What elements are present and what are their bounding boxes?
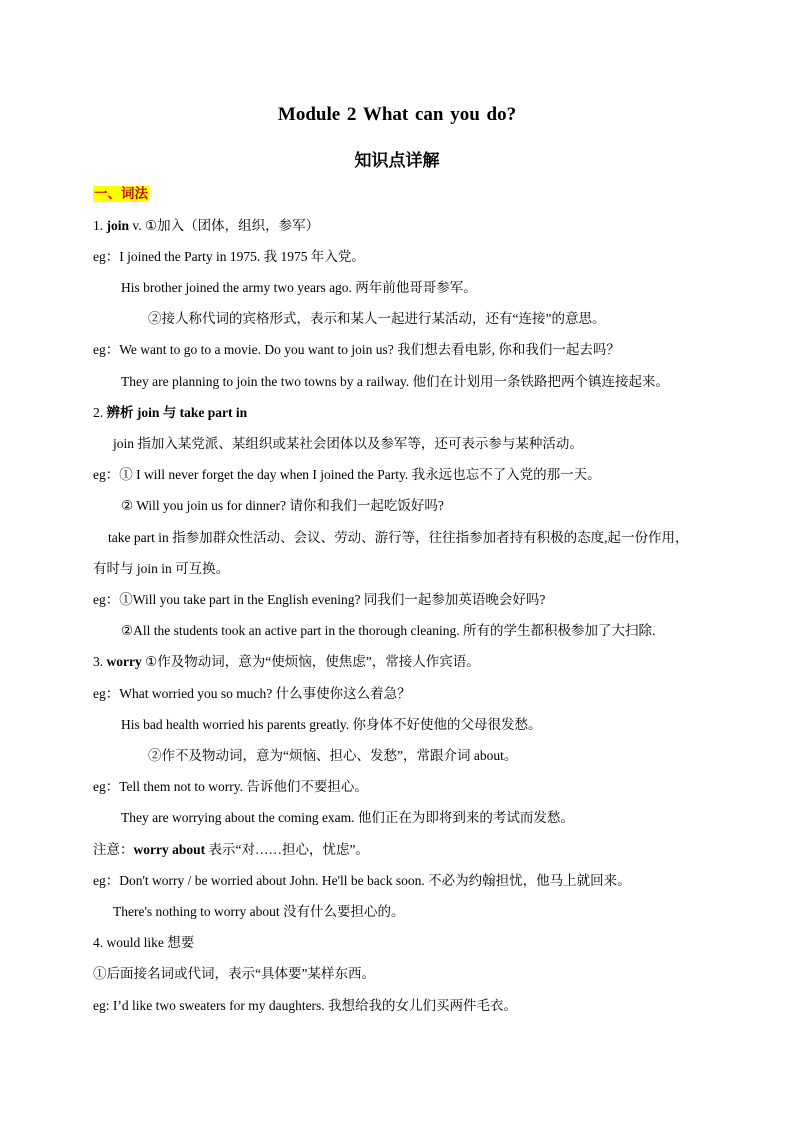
text-line: take part in 指参加群众性活动、会议、劳动、游行等，往往指参加者持有积极的态度,起一份作用， [108, 530, 689, 545]
text-line: 2. 辨析 join 与 take part in [93, 405, 248, 420]
text-line: eg：What worried you so much? 什么事使你这么着急？ [93, 686, 411, 701]
text-line: They are worrying about the coming exam. 他们正在为即将到来的考试而发愁。 [121, 810, 574, 825]
section-heading [93, 185, 149, 203]
text-line: ②作不及物动词，意为“烦恼、担心、发愁”，常跟介词 about。 [148, 748, 518, 763]
keyword: 辨析 join 与 take part in [106, 405, 248, 420]
keyword: worry [106, 654, 142, 669]
text-line: eg：We want to go to a movie. Do you want to join us? 我们想去看电影, 你和我们一起去吗？ [93, 342, 620, 357]
text-line: join 指加入某党派、某组织或某社会团体以及参军等，还可表示参与某种活动。 [113, 436, 583, 451]
page-subtitle: 知识点详解 [354, 151, 440, 171]
text-line: eg：①Will you take part in the English evening? 同我们一起参加英语晚会好吗? [93, 592, 546, 607]
text-line: eg：I joined the Party in 1975. 我 1975 年入党。 [93, 249, 365, 264]
text-line: ② Will you join us for dinner? 请你和我们一起吃饭好吗? [121, 498, 444, 513]
text-line: ①后面接名词或代词，表示“具体要”某样东西。 [93, 966, 375, 981]
keyword: worry about [133, 842, 206, 857]
text-line: eg: I’d like two sweaters for my daughters. 我想给我的女儿们买两件毛衣。 [93, 998, 518, 1013]
text-line: ②All the students took an active part in the thorough cleaning. 所有的学生都积极参加了大扫除. [121, 623, 656, 638]
text-line: 1. join v. ①加入（团体，组织，参军） [93, 218, 320, 233]
text-line: His brother joined the army two years ago. 两年前他哥哥参军。 [121, 280, 477, 295]
text-line: 3. worry ①作及物动词，意为“使烦恼，使焦虑”，常接人作宾语。 [93, 654, 480, 669]
text-line: There's nothing to worry about 没有什么要担心的。 [113, 904, 405, 919]
page-title: Module 2 What can you do? [277, 104, 517, 125]
text-line: eg：① I will never forget the day when I joined the Party. 我永远也忘不了入党的那一天。 [93, 467, 601, 482]
text-line: 注意：worry about 表示“对……担心，忧虑”。 [93, 842, 369, 857]
text-line: 有时与 join in 可互换。 [93, 561, 230, 576]
text-line: 4. would like 想要 [93, 935, 195, 950]
text-line: His bad health worried his parents greatly. 你身体不好使他的父母很发愁。 [121, 717, 542, 732]
keyword: join [106, 218, 130, 233]
text-line: eg：Don't worry / be worried about John. He'll be back soon. 不必为约翰担忧，他马上就回来。 [93, 873, 631, 888]
text-line: eg：Tell them not to worry. 告诉他们不要担心。 [93, 779, 368, 794]
text-line: They are planning to join the two towns by a railway. 他们在计划用一条铁路把两个镇连接起来。 [121, 374, 670, 389]
section-heading-label: 一、词法 [94, 186, 148, 202]
text-line: ②接人称代词的宾格形式，表示和某人一起进行某活动，还有“连接”的意思。 [148, 311, 606, 326]
